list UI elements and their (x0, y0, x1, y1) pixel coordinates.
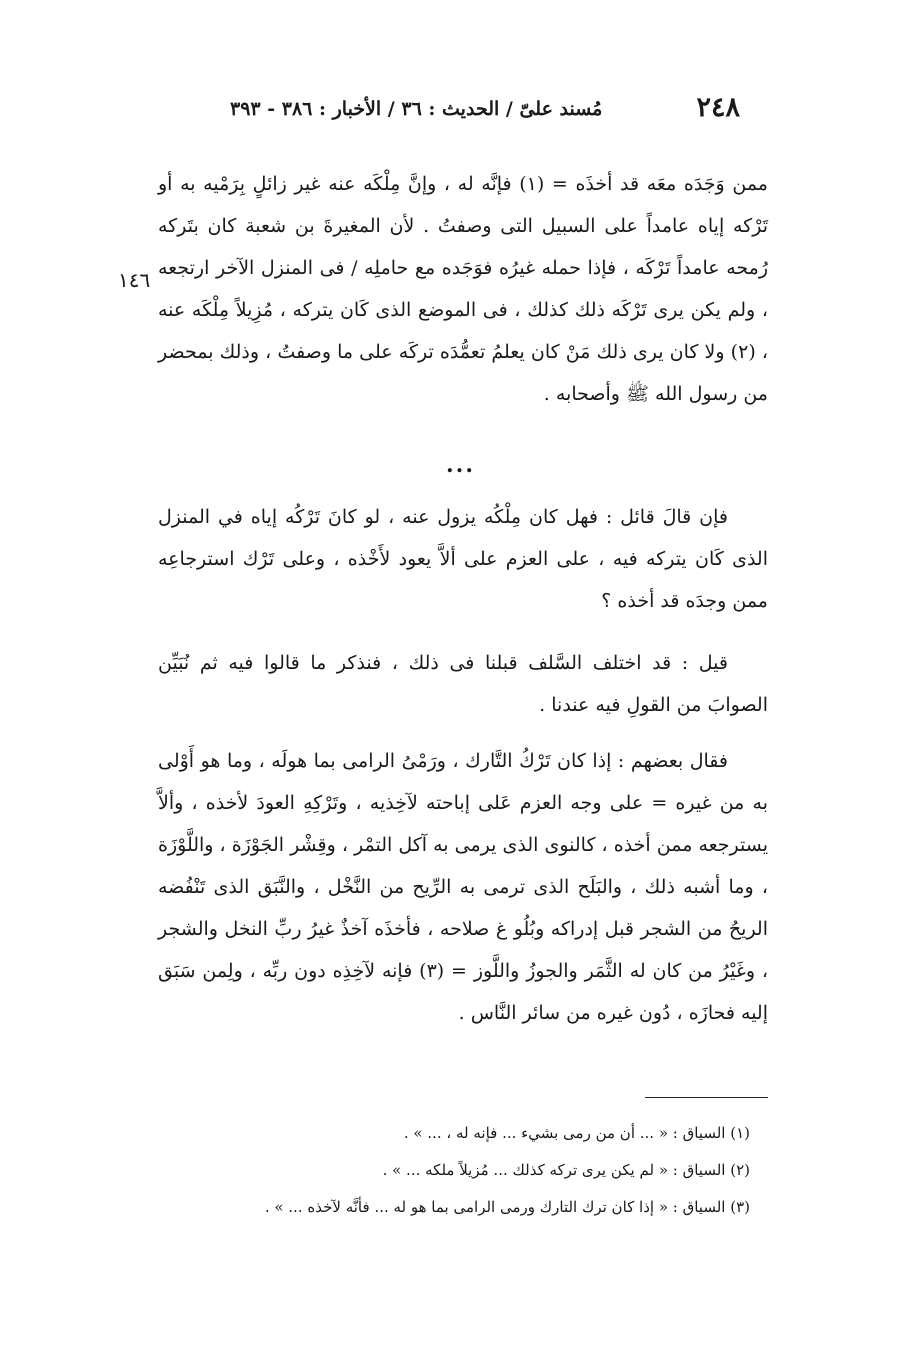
paragraph-3: قيل : قد اختلف السَّلف قبلنا فى ذلك ، فنذكر ما قالوا فيه ثم نُبَيِّن الصوابَ من القولِ فيه عندنا . (158, 652, 768, 716)
page-header (230, 92, 740, 132)
section-separator: ... (446, 452, 475, 478)
footnote-3: (٣) السياق : « إذا كان ترك التارك ورمى الرامى بما هو له ... فأنَّه لآخذه ... » . (264, 1198, 750, 1216)
paragraph-2: فإن قالَ قائل : فهل كان مِلْكُه يزول عنه ، لو كانَ تَرْكُه إياه في المنزل الذى كَان يتركه فيه ، على العزم على ألاَّ يعود لأَخْذه ، وعلى تَرْك استرجاعِه ممن وجدَه قد أخذه ؟ (158, 506, 768, 612)
paragraph-4: فقال بعضهم : إذا كان تَرْكُ التَّارك ، ورَمْىُ الرامى بما هولَه ، وما هو أَوْلى به من غيره = على وجه العزم عَلى إباحته لآخِذيه ، وتَرْكِهِ العودَ لأخذه ، وألاَّ يسترجعه ممن أخذه ، كالنوى الذى يرمى به آكل التمْر ، وقِشْر الجَوْزَة ، واللَّوْزَة ، وما أشبه ذلك ، والبَلَح الذى ترمى به الرِّيح من النَّخْل ، والنَّبَق الذى تَنْفُضه الريحُ من الشجر قبل إدراكه وبُلُو غ صلاحه ، فأخذَه آخذٌ غيرُ ربِّ النخل والشجر ، وغَيْرُ من كان له الثَّمَر والجوزُ واللَّوز = (٣) فإنه لآخِذِه دون ربِّه ، ولِمن سَبَق إليه فحازَه ، دُون غيره من سائر النَّاس . (158, 750, 768, 1024)
footnotes (264, 1118, 750, 1229)
running-head: مُسند علىّ / الحديث : ٣٦ / الأخبار : ٣٨٦ - ٣٩٣ (230, 98, 603, 120)
footnote-divider (645, 1097, 768, 1098)
margin-reference-number: ١٤٦ (118, 268, 151, 292)
paragraph-1: ممن وَجَدَه معَه قد أخذَه = (١) فإنَّه له ، وإنَّ مِلْكَه عنه غير زائلٍ بِرَمْيه به أو تَرْكه إياه عامداً على السبيل التى وصفتُ . لأن المغيرةَ بن شعبة كان بتَركه رُمحه عامداً تَرْكَه ، فإذا حمله غيرُه فوَجَده مع حاملِه / فى المنزل الآخر ارتجعه ، ولم يكن يرى تَرْكَه ذلك كذلك ، فى الموضع الذى كَان يتركه ، مُزِيلاً مِلْكَه عنه ، (٢) ولا كان يرى ذلك مَنْ كان يعلمُ تعمُّدَه تركَه على ما وصفتُ ، وذلك بمحضر من رسول الله ﷺ وأصحابه . (158, 173, 768, 405)
footnote-2: (٢) السياق : « لم يكن يرى تركه كذلك ... مُزيلاً ملكه ... » . (382, 1161, 750, 1179)
footnote-1: (١) السياق : « ... أن من رمى بشيء ... فإنه له ، ... » . (403, 1124, 750, 1142)
page-number: ٢٤٨ (696, 92, 740, 123)
